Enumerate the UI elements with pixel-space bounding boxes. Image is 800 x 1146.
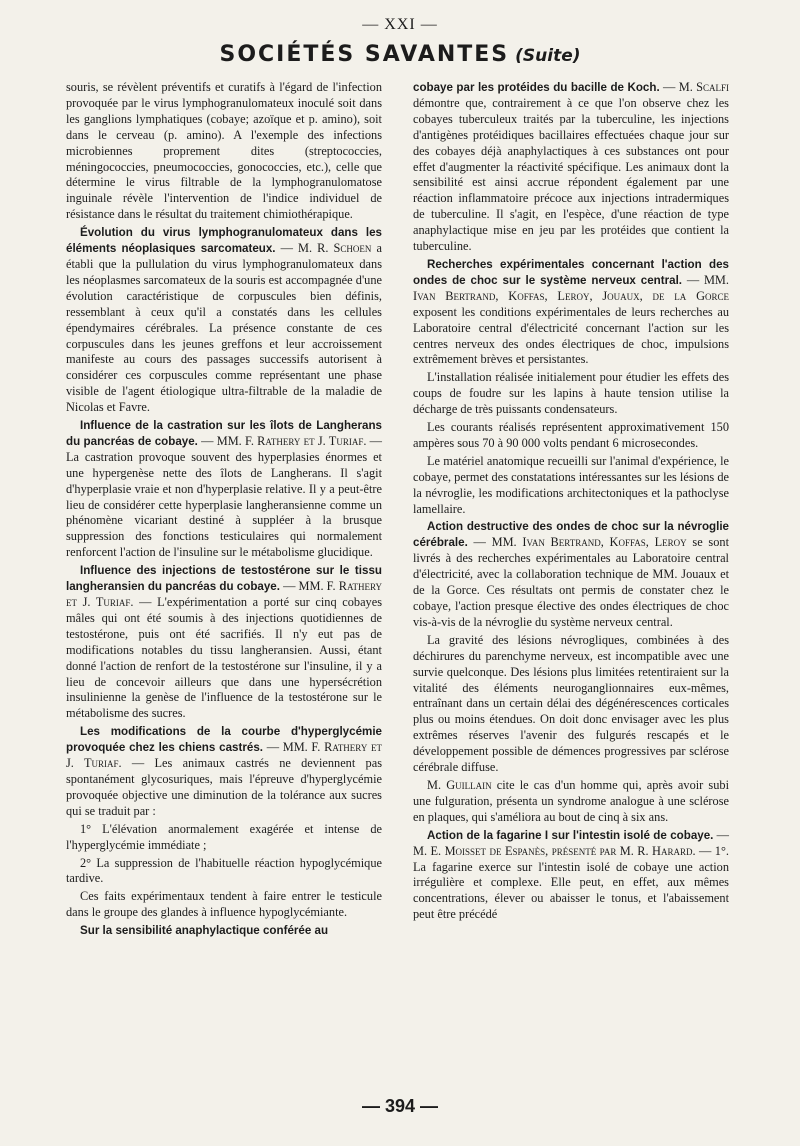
- page-number-roman: — XXI —: [362, 16, 438, 33]
- paragraph: Ces faits expérimentaux tendent à faire entrer le testicule dans le groupe des glandes à influence hypoglycémiante.: [66, 889, 382, 920]
- article-heading: Influence des injections de testostérone sur le tissu langheransien du pancréas du cobaye.: [66, 564, 382, 594]
- article-author: — MM. F. Rathery et J. Turiaf.: [66, 740, 382, 771]
- paragraph: [413, 778, 729, 826]
- article-ondes-de-choc: [413, 257, 729, 368]
- article-text: se sont livrés à des recherches expérimentales au Laboratoire central d'électricité, avec la collaboration technique de MM. Jouaux et de la Gorce. Ces résultats ont permis de constater chez le cobaye, l'action presque élective des ondes électriques de choc vis-à-vis de la névroglie du système nerveux central.: [413, 535, 729, 629]
- right-column: [413, 80, 729, 923]
- list-item: 1° L'élévation anormalement exagérée et intense de l'hyperglycémie immédiate ;: [66, 821, 382, 852]
- article-testosterone: [66, 563, 382, 722]
- article-text: — La castration provoque souvent des hyperplasies énormes et une hypergenèse nette des îlots de Langherans. Il s'agit d'hyperplasie vraie et non d'hyperplasie relative. Il y a peut-être lieu de considérer cette hyperplasie langheransienne comme un phénomène vicariant destiné à suppléer à la brusque suppression des fonctions testiculaires qui normalement renforcent l'action de l'insuline sur le métabolisme glucidique.: [66, 433, 382, 560]
- article-heading: Les modifications de la courbe d'hyperglycémie provoquée chez les chiens castrés.: [66, 725, 382, 755]
- article-text: — 1°. La fagarine exerce sur l'intestin isolé de cobaye une action irrégulière et complexe. Elle peut, en effet, aux mêmes concentrations, élever ou abaisser le tonus, et l'abaissement peut être précédé: [413, 843, 729, 922]
- left-column: [66, 80, 382, 939]
- article-author: — M. Scalfi: [663, 80, 729, 94]
- article-author: — MM. Ivan Bertrand, Koffas, Leroy, Jouaux, de la Gorce: [413, 272, 729, 303]
- section-subtitle: (Suite): [515, 46, 581, 66]
- paragraph: souris, se révèlent préventifs et curatifs à l'égard de l'infection provoquée par le virus lymphogranulomateux inoculé soit dans les ganglions lymphatiques (cobaye; azoïque et p. amino), soit dans le cerveau (p. amino). A l'exemple des infections microbiennes proprement dites (streptococcies, méningococcies, pneumococcies, gonococcies, etc.), celle que détermine le virus filtrable de la lymphogranulomatose inguinale révèle l'intervention de l'indice individuel de résistance dans le résultat du traitement chimiothérapique.: [66, 80, 382, 222]
- article-nevroglie: [413, 519, 729, 630]
- paragraph: Le matériel anatomique recueilli sur l'animal d'expérience, le cobaye, permet des constatations intéressantes sur les lésions de la névroglie, les modifications architectoniques et la pathoclyse lamellaire.: [413, 453, 729, 516]
- article-hyperglycemie: [66, 724, 382, 819]
- article-text: a établi que la pullulation du virus lymphogranulomateux dans les néoplasmes sarcomateux de la souris est accompagnée d'une évolution caractéristique de corpuscules bien définis, ressemblant à ceux qu'il a constatés dans les cellules épendymaires cérébrales. La présence constante de ces corpuscules dans les jeunes greffons et leur accroissement manifeste au cours des passages successifs autorisent à considérer ces corpuscules comme représentant une phase visible de l'agent étiologique ultra-filtrable de la maladie de Nicolas et Favre.: [66, 241, 382, 415]
- page-number: — 394 —: [361, 1096, 439, 1116]
- article-author: — MM. F. Rathery et J. Turiaf.: [66, 579, 382, 609]
- article-author: — MM. F. Rathery et J. Turiaf.: [201, 433, 367, 448]
- article-castration: [66, 418, 382, 561]
- list-item: 2° La suppression de l'habituelle réaction hypoglycémique tardive.: [66, 855, 382, 886]
- article-heading: Action de la fagarine I sur l'intestin isolé de cobaye.: [427, 828, 714, 842]
- article-author: — M. R. Schoen: [280, 241, 372, 256]
- paragraph: Les courants réalisés représentent approximativement 150 ampères sous 70 à 90 000 volts pendant 6 microsecondes.: [413, 420, 729, 450]
- article-heading: Influence de la castration sur les îlots de Langherans du pancréas de cobaye.: [66, 419, 382, 448]
- article-author: M. Guillain: [427, 777, 492, 792]
- article-author: — MM. Ivan Bertrand, Koffas, Leroy: [473, 535, 687, 550]
- page-header: [0, 42, 800, 67]
- article-lymphogranulomateux: [66, 225, 382, 416]
- article-text: exposent les conditions expérimentales de leurs recherches au Laboratoire central d'électricité concernant l'action sur les centres nerveux des ondes électriques de choc, impulsions extrêmement brèves et persistantes.: [413, 304, 729, 367]
- paragraph: La gravité des lésions névrogliques, combinées à des déchirures du parenchyme nerveux, est incompatible avec une survie quelconque. Des lésions plus limitées retentiraient sur la vitalité des éléments neuroganglionnaires eux-mêmes, entraînant dans un certain délai des dégénérescences corticales plus ou moins étendues. On doit donc envisager avec les plus extrêmes réserves l'avenir des fulgurés rescapés et le développement possible de démences progressives par sclérose cérébrale diffuse.: [413, 632, 729, 775]
- article-text: — L'expérimentation a porté sur cinq cobayes mâles qui ont été soumis à des injections quotidiennes de testostérone, puis ont été sacrifiés. Il n'y eut pas de modifications notables du tissu langheransien. Aussi, étant donné l'action de renfort de la testostérone sur l'insuline, il y a lieu de concevoir ailleurs que dans une hypersécrétion insulinienne la genèse de l'influence de la testostérone sur le métabolisme des sucres.: [66, 595, 383, 721]
- article-heading: Évolution du virus lymphogranulomateux dans les éléments néoplasiques sarcomateux.: [66, 226, 382, 256]
- paragraph: L'installation réalisée initialement pour étudier les effets des coups de foudre sur les lapins à haute tension utilise la décharge de très puissants condensateurs.: [413, 370, 729, 417]
- section-title: SOCIÉTÉS SAVANTES: [219, 42, 510, 67]
- article-anaphylactique-cont: [413, 80, 729, 255]
- article-heading: Sur la sensibilité anaphylactique conférée au: [80, 924, 329, 938]
- article-fagarine: [413, 828, 729, 923]
- article-heading: Action destructive des ondes de choc sur la névroglie cérébrale.: [413, 520, 729, 550]
- article-text: démontre que, contrairement à ce que l'on observe chez les cobayes tuberculeux traités par la tuberculine, les injections d'antigènes protéidiques bacillaires effectuées chaque jour sur des cobayes déjà anaphylactiques à ces substances ont pour effet d'augmenter la réactivité spécifique. Les animaux dont la sensibilité est ainsi accrue répondent également par une réaction inflammatoire précoce aux injections intradermiques de tuberculine. Il s'agit, en l'espèce, d'une réaction de type anaphylactique mise en jeu par les protéides que contient la tuberculine.: [413, 95, 729, 254]
- article-anaphylactique-start: [66, 923, 382, 939]
- article-text: cite le cas d'un homme qui, après avoir subi une fulguration, présenta un syndrome analogue à une sclérose en plaques, qui s'améliora au bout de cinq à six ans.: [413, 777, 729, 824]
- article-author: — M. E. Moisset de Espanès, présenté par M. R. Harard.: [413, 827, 729, 858]
- article-heading: Recherches expérimentales concernant l'action des ondes de choc sur le système nerveux central.: [413, 257, 729, 287]
- article-text: — Les animaux castrés ne deviennent pas spontanément glycosuriques, mais l'épreuve d'hyperglycémie provoquée objective une diminution de la tolérance aux sucres qui se traduit par :: [66, 756, 383, 818]
- article-heading: cobaye par les protéides du bacille de Koch.: [413, 81, 660, 94]
